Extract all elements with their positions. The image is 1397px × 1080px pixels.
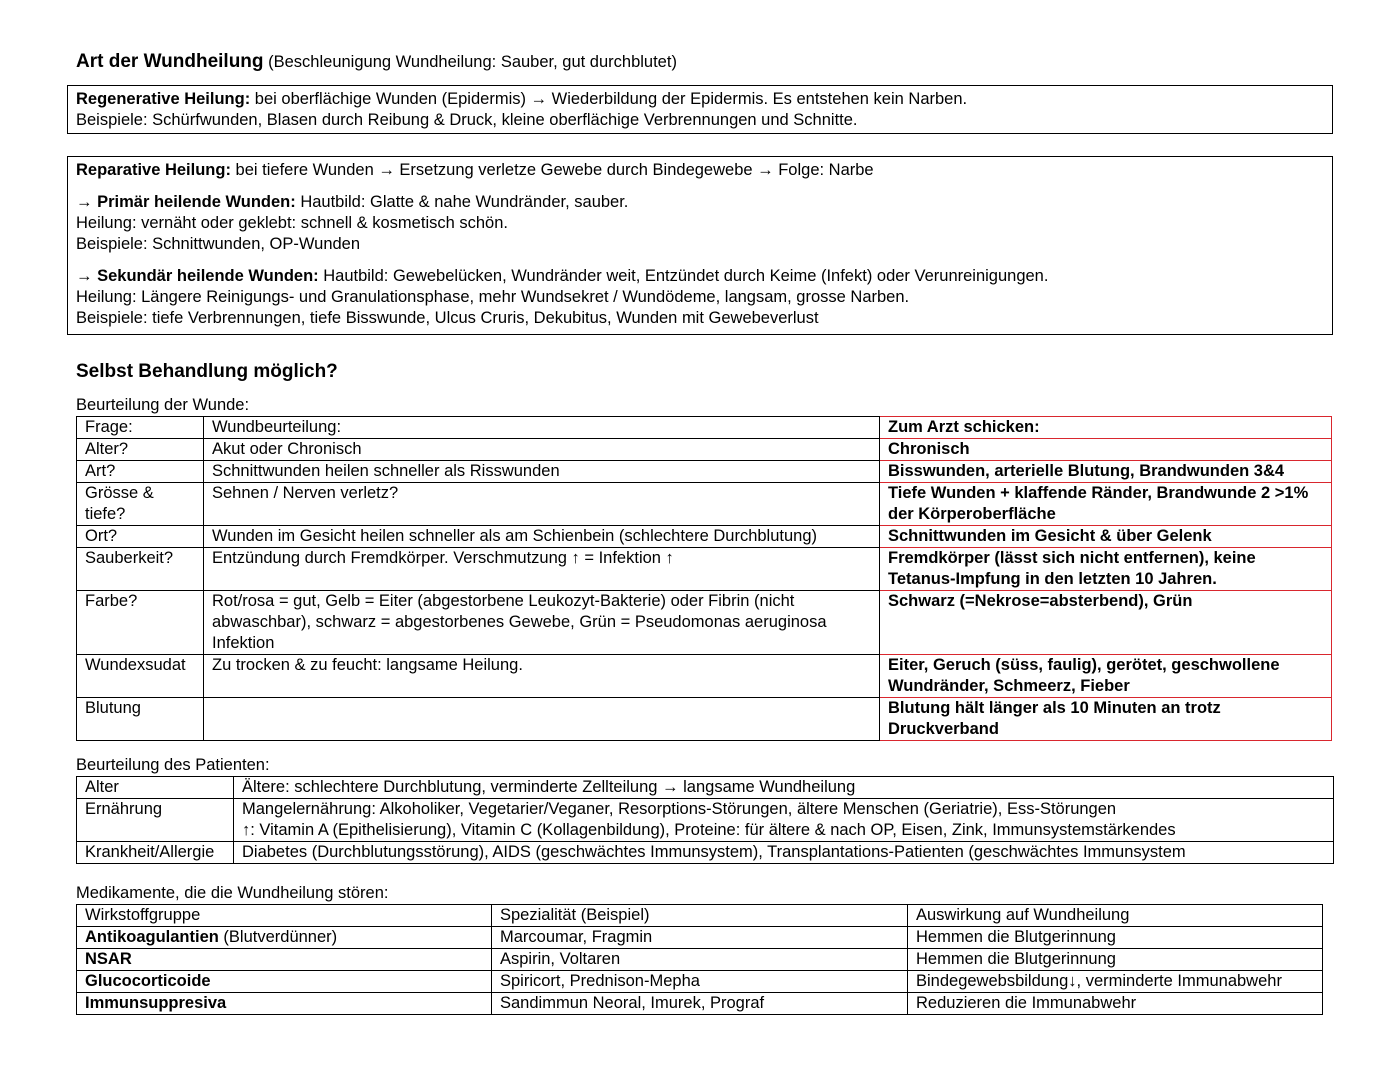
reparative-text: bei tiefere Wunden → Ersetzung verletze Gewebe durch Bindegewebe → Folge: Narbe — [230, 161, 874, 179]
wound-table-caption: Beurteilung der Wunde: — [76, 396, 250, 414]
table-cell: Ort? — [77, 526, 204, 548]
table-row — [77, 927, 1323, 949]
table-cell: Sauberkeit? — [77, 548, 204, 591]
table-row — [77, 461, 1332, 483]
table-cell: Schwarz (=Nekrose=absterbend), Grün — [880, 591, 1332, 655]
header-cell: Wirkstoffgruppe — [77, 905, 492, 927]
table-cell: Sehnen / Nerven verletz? — [204, 483, 880, 526]
header-cell: Spezialität (Beispiel) — [492, 905, 908, 927]
table-cell: Sandimmun Neoral, Imurek, Prograf — [492, 993, 908, 1015]
table-cell: Farbe? — [77, 591, 204, 655]
table-cell — [234, 799, 1334, 842]
table-row — [77, 799, 1334, 842]
table-cell — [77, 949, 492, 971]
table-row — [77, 777, 1334, 799]
table-cell — [77, 971, 492, 993]
table-cell: Wunden im Gesicht heilen schneller als am Schienbein (schlechtere Durchblutung) — [204, 526, 880, 548]
table-cell: Bindegewebsbildung↓, verminderte Immunabwehr — [908, 971, 1323, 993]
heading-title: Art der Wundheilung — [76, 51, 264, 72]
table-cell: Alter — [77, 777, 234, 799]
table-cell — [204, 698, 880, 741]
table-row — [77, 655, 1332, 698]
table-cell: Krankheit/Allergie — [77, 842, 234, 864]
medication-table-caption: Medikamente, die die Wundheilung stören: — [76, 884, 389, 902]
table-row — [77, 993, 1323, 1015]
drug-group: Antikoagulantien — [85, 928, 219, 946]
table-cell — [77, 927, 492, 949]
secondary-label: → Sekundär heilende Wunden: — [76, 267, 319, 285]
table-cell: Art? — [77, 461, 204, 483]
table-cell: Blutung hält länger als 10 Minuten an trotz Druckverband — [880, 698, 1332, 741]
table-cell: Ältere: schlechtere Durchblutung, verminderte Zellteilung → langsame Wundheilung — [234, 777, 1334, 799]
secondary-examples: Beispiele: tiefe Verbrennungen, tiefe Bisswunde, Ulcus Cruris, Dekubitus, Wunden mit Gewebeverlust — [76, 309, 819, 327]
table-cell: Diabetes (Durchblutungsstörung), AIDS (geschwächtes Immunsystem), Transplantations-Patienten (geschwächtes Immunsystem — [234, 842, 1334, 864]
table-cell: Wundexsudat — [77, 655, 204, 698]
table-row — [77, 949, 1323, 971]
table-cell: Hemmen die Blutgerinnung — [908, 927, 1323, 949]
table-cell: Blutung — [77, 698, 204, 741]
table-cell: Bisswunden, arterielle Blutung, Brandwunden 3&4 — [880, 461, 1332, 483]
drug-group: NSAR — [85, 950, 132, 968]
section-heading-wundheilung — [76, 51, 677, 73]
table-row — [77, 483, 1332, 526]
table-cell: Eiter, Geruch (süss, faulig), gerötet, geschwollene Wundränder, Schmeerz, Fieber — [880, 655, 1332, 698]
medication-table — [76, 904, 1323, 1015]
secondary-text: Hautbild: Gewebelücken, Wundränder weit, Entzündet durch Keime (Infekt) oder Verunreinigungen. — [318, 267, 1049, 285]
table-cell: Grösse & tiefe? — [77, 483, 204, 526]
table-cell — [77, 993, 492, 1015]
table-cell: Hemmen die Blutgerinnung — [908, 949, 1323, 971]
secondary-healing: Heilung: Längere Reinigungs- und Granulationsphase, mehr Wundsekret / Wundödeme, langsam, grosse Narben. — [76, 288, 910, 306]
table-cell: Alter? — [77, 439, 204, 461]
table-header-row — [77, 905, 1323, 927]
patient-assessment-table — [76, 776, 1334, 864]
primary-healing: Heilung: vernäht oder geklebt: schnell & kosmetisch schön. — [76, 214, 508, 232]
cell-line: Mangelernährung: Alkoholiker, Vegetarier/Veganer, Resorptions-Störungen, ältere Menschen (Geriatrie), Ess-Störungen — [242, 800, 1117, 818]
header-cell: Auswirkung auf Wundheilung — [908, 905, 1323, 927]
table-row — [77, 842, 1334, 864]
table-cell: Akut oder Chronisch — [204, 439, 880, 461]
header-cell: Wundbeurteilung: — [204, 417, 880, 439]
table-cell: Marcoumar, Fragmin — [492, 927, 908, 949]
table-row — [77, 698, 1332, 741]
table-row — [77, 548, 1332, 591]
table-header-row — [77, 417, 1332, 439]
table-row — [77, 526, 1332, 548]
reparative-label: Reparative Heilung: — [76, 161, 231, 179]
table-cell: Zu trocken & zu feucht: langsame Heilung. — [204, 655, 880, 698]
header-cell: Zum Arzt schicken: — [880, 417, 1332, 439]
drug-group: Immunsuppresiva — [85, 994, 227, 1012]
table-cell: Ernährung — [77, 799, 234, 842]
table-cell: Reduzieren die Immunabwehr — [908, 993, 1323, 1015]
drug-group: Glucocorticoide — [85, 972, 211, 990]
table-cell: Schnittwunden heilen schneller als Risswunden — [204, 461, 880, 483]
wound-assessment-table — [76, 416, 1332, 741]
table-row — [77, 971, 1323, 993]
regenerative-text: bei oberflächige Wunden (Epidermis) → Wiederbildung der Epidermis. Es entstehen kein Narben. — [250, 90, 968, 108]
regenerative-label: Regenerative Heilung: — [76, 90, 251, 108]
heading-subtitle: (Beschleunigung Wundheilung: Sauber, gut durchblutet) — [268, 53, 677, 71]
table-cell: Entzündung durch Fremdkörper. Verschmutzung ↑ = Infektion ↑ — [204, 548, 880, 591]
table-cell: Rot/rosa = gut, Gelb = Eiter (abgestorbene Leukozyt-Bakterie) oder Fibrin (nicht abwaschbar), schwarz = abgestorbenes Gewebe, Grün = Pseudomonas aeruginosa Infektion — [204, 591, 880, 655]
table-cell: Fremdkörper (lässt sich nicht entfernen), keine Tetanus-Impfung in den letzten 10 Jahren. — [880, 548, 1332, 591]
table-cell: Spiricort, Prednison-Mepha — [492, 971, 908, 993]
table-row — [77, 591, 1332, 655]
primary-examples: Beispiele: Schnittwunden, OP-Wunden — [76, 235, 361, 253]
regenerative-box — [67, 85, 1333, 134]
table-cell: Aspirin, Voltaren — [492, 949, 908, 971]
header-cell: Frage: — [77, 417, 204, 439]
table-cell: Schnittwunden im Gesicht & über Gelenk — [880, 526, 1332, 548]
primary-text: Hautbild: Glatte & nahe Wundränder, sauber. — [295, 193, 629, 211]
cell-line: ↑: Vitamin A (Epithelisierung), Vitamin C (Kollagenbildung), Proteine: für ältere & nach OP, Eisen, Zink, Immunsystemstärkendes — [242, 821, 1176, 839]
table-row — [77, 439, 1332, 461]
drug-group-note: (Blutverdünner) — [218, 928, 338, 946]
table-cell: Chronisch — [880, 439, 1332, 461]
regenerative-examples: Beispiele: Schürfwunden, Blasen durch Reibung & Druck, kleine oberflächige Verbrennungen und Schnitte. — [76, 111, 858, 129]
patient-table-caption: Beurteilung des Patienten: — [76, 756, 270, 774]
primary-label: → Primär heilende Wunden: — [76, 193, 296, 211]
reparative-box — [67, 156, 1333, 335]
table-cell: Tiefe Wunden + klaffende Ränder, Brandwunde 2 >1% der Körperoberfläche — [880, 483, 1332, 526]
section-heading-selbstbehandlung: Selbst Behandlung möglich? — [76, 361, 338, 382]
